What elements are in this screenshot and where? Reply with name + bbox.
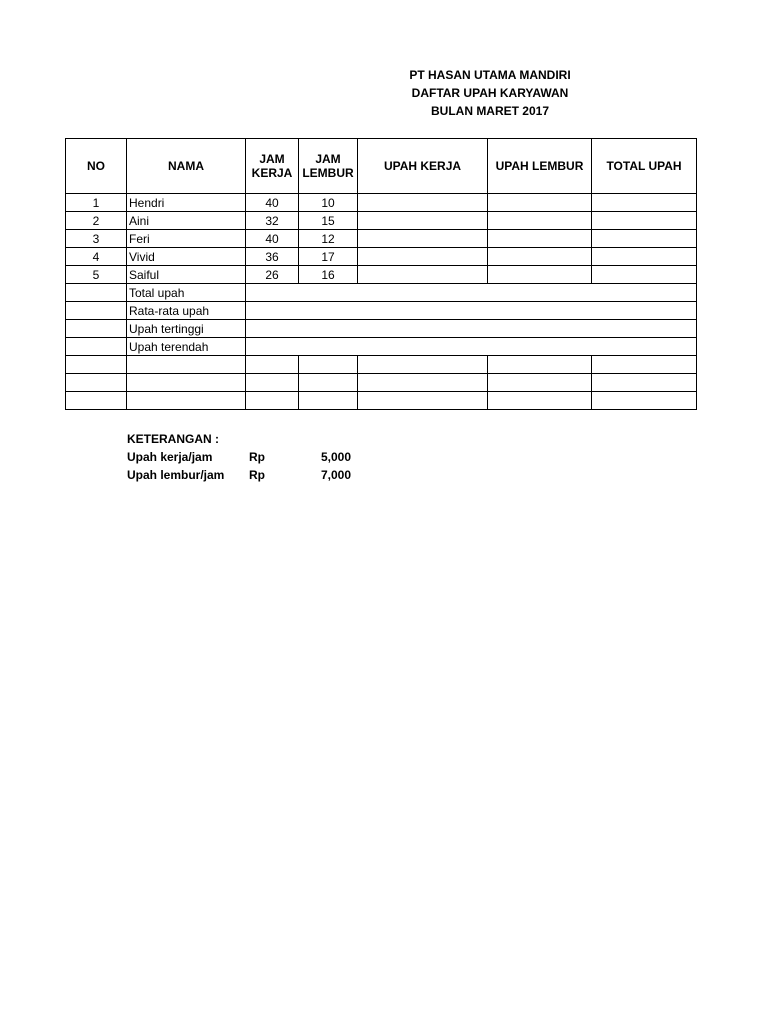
empty-cell xyxy=(358,356,488,374)
summary-row-highest xyxy=(66,320,697,338)
document-title: DAFTAR UPAH KARYAWAN xyxy=(411,86,569,100)
cell-jam-kerja: 32 xyxy=(246,212,299,230)
cell-total-upah xyxy=(592,230,697,248)
column-header-jam-lembur: JAM LEMBUR xyxy=(299,139,358,194)
cell-no: 4 xyxy=(66,248,127,266)
cell-nama: Hendri xyxy=(127,194,246,212)
cell-upah-kerja xyxy=(358,266,488,284)
empty-row xyxy=(66,392,697,410)
cell-upah-lembur xyxy=(488,212,592,230)
empty-cell xyxy=(246,356,299,374)
cell-jam-lembur: 16 xyxy=(299,266,358,284)
cell-jam-kerja: 26 xyxy=(246,266,299,284)
cell-total-upah xyxy=(592,266,697,284)
empty-cell xyxy=(488,374,592,392)
keterangan-currency-lembur: Rp xyxy=(249,468,265,482)
cell-total-upah xyxy=(592,194,697,212)
keterangan-value-kerja: 5,000 xyxy=(320,450,351,464)
cell-upah-lembur xyxy=(488,230,592,248)
table-row xyxy=(66,230,697,248)
summary-spacer xyxy=(66,320,127,338)
summary-value-average xyxy=(246,302,697,320)
summary-value-total xyxy=(246,284,697,302)
cell-nama: Feri xyxy=(127,230,246,248)
summary-label-total: Total upah xyxy=(127,284,246,302)
summary-row-total xyxy=(66,284,697,302)
empty-cell xyxy=(66,356,127,374)
cell-nama: Vivid xyxy=(127,248,246,266)
cell-no: 3 xyxy=(66,230,127,248)
cell-upah-kerja xyxy=(358,230,488,248)
keterangan-currency-kerja: Rp xyxy=(249,450,265,464)
summary-value-highest xyxy=(246,320,697,338)
cell-upah-lembur xyxy=(488,266,592,284)
cell-jam-kerja: 36 xyxy=(246,248,299,266)
summary-row-average xyxy=(66,302,697,320)
empty-cell xyxy=(358,374,488,392)
table-row xyxy=(66,212,697,230)
column-header-jam-kerja: JAM KERJA xyxy=(246,139,299,194)
summary-spacer xyxy=(66,284,127,302)
cell-upah-lembur xyxy=(488,248,592,266)
cell-no: 1 xyxy=(66,194,127,212)
empty-cell xyxy=(592,392,697,410)
empty-cell xyxy=(66,374,127,392)
table-header-row xyxy=(66,139,697,194)
empty-cell xyxy=(127,392,246,410)
cell-jam-lembur: 15 xyxy=(299,212,358,230)
summary-row-lowest xyxy=(66,338,697,356)
summary-label-average: Rata-rata upah xyxy=(127,302,246,320)
table-row xyxy=(66,194,697,212)
cell-upah-kerja xyxy=(358,194,488,212)
keterangan-heading: KETERANGAN : xyxy=(127,432,219,446)
table-row xyxy=(66,266,697,284)
empty-cell xyxy=(488,392,592,410)
wage-table xyxy=(65,138,697,410)
column-header-no: NO xyxy=(66,139,127,194)
empty-cell xyxy=(358,392,488,410)
empty-cell xyxy=(127,356,246,374)
cell-jam-lembur: 10 xyxy=(299,194,358,212)
empty-cell xyxy=(592,356,697,374)
cell-jam-kerja: 40 xyxy=(246,194,299,212)
summary-spacer xyxy=(66,302,127,320)
empty-cell xyxy=(299,392,358,410)
column-header-nama: NAMA xyxy=(127,139,246,194)
empty-cell xyxy=(299,374,358,392)
empty-row xyxy=(66,356,697,374)
column-header-upah-kerja: UPAH KERJA xyxy=(358,139,488,194)
empty-cell xyxy=(488,356,592,374)
keterangan-label-lembur: Upah lembur/jam xyxy=(127,468,225,482)
summary-spacer xyxy=(66,338,127,356)
cell-jam-lembur: 17 xyxy=(299,248,358,266)
empty-cell xyxy=(299,356,358,374)
keterangan-label-kerja: Upah kerja/jam xyxy=(127,450,213,464)
summary-label-highest: Upah tertinggi xyxy=(127,320,246,338)
cell-jam-lembur: 12 xyxy=(299,230,358,248)
cell-total-upah xyxy=(592,212,697,230)
cell-upah-kerja xyxy=(358,212,488,230)
summary-label-lowest: Upah terendah xyxy=(127,338,246,356)
company-name: PT HASAN UTAMA MANDIRI xyxy=(409,68,571,82)
cell-upah-lembur xyxy=(488,194,592,212)
empty-cell xyxy=(592,374,697,392)
empty-row xyxy=(66,374,697,392)
cell-no: 5 xyxy=(66,266,127,284)
cell-upah-kerja xyxy=(358,248,488,266)
empty-cell xyxy=(127,374,246,392)
column-header-upah-lembur: UPAH LEMBUR xyxy=(488,139,592,194)
document-period: BULAN MARET 2017 xyxy=(430,104,550,118)
cell-no: 2 xyxy=(66,212,127,230)
table-row xyxy=(66,248,697,266)
keterangan-value-lembur: 7,000 xyxy=(320,468,351,482)
cell-nama: Saiful xyxy=(127,266,246,284)
column-header-total-upah: TOTAL UPAH xyxy=(592,139,697,194)
empty-cell xyxy=(246,392,299,410)
empty-cell xyxy=(66,392,127,410)
cell-jam-kerja: 40 xyxy=(246,230,299,248)
empty-cell xyxy=(246,374,299,392)
cell-total-upah xyxy=(592,248,697,266)
cell-nama: Aini xyxy=(127,212,246,230)
summary-value-lowest xyxy=(246,338,697,356)
